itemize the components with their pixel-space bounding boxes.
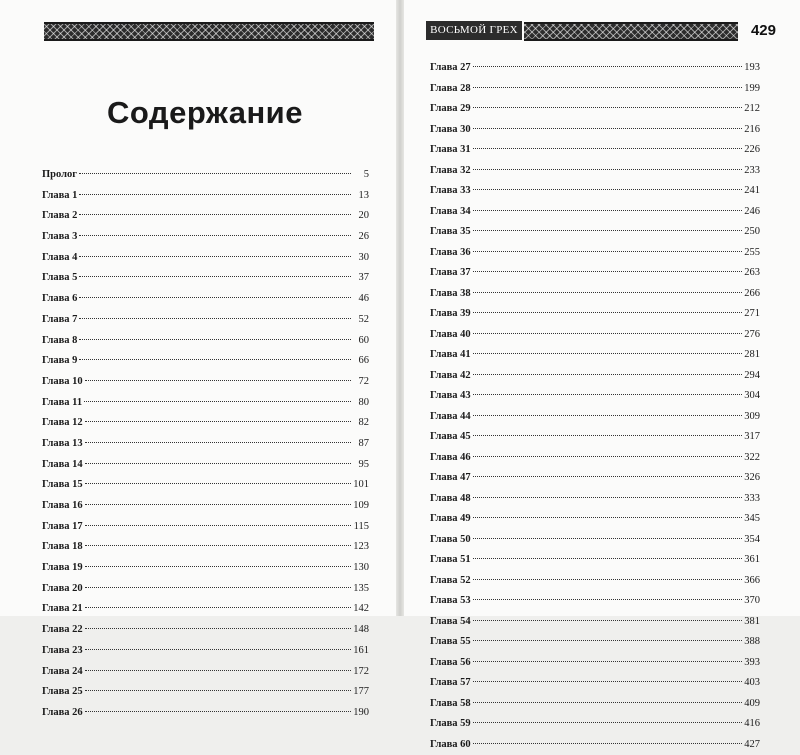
toc-entry-label: Глава 20 [42, 579, 83, 600]
dot-leader [79, 318, 351, 319]
toc-entry-label: Глава 60 [430, 735, 471, 755]
toc-entry [430, 304, 760, 325]
toc-entry-page: 37 [353, 268, 369, 289]
dot-leader [85, 587, 351, 588]
dot-leader [473, 435, 742, 436]
toc-entry [42, 641, 369, 662]
toc-entry-page: 20 [353, 206, 369, 227]
toc-entry-label: Глава 8 [42, 331, 77, 352]
toc-entry-page: 30 [353, 248, 369, 269]
dot-leader [473, 169, 742, 170]
toc-entry [42, 434, 369, 455]
toc-entry-label: Глава 48 [430, 489, 471, 510]
toc-entry-page: 393 [744, 653, 760, 674]
toc-entry [430, 612, 760, 633]
book-gutter [396, 0, 404, 616]
toc-entry-page: 246 [744, 202, 760, 223]
toc-entry-page: 276 [744, 325, 760, 346]
toc-entry-page: 135 [353, 579, 369, 600]
toc-entry [430, 181, 760, 202]
dot-leader [473, 312, 742, 313]
dot-leader [473, 66, 742, 67]
toc-entry-page: 416 [744, 714, 760, 735]
dot-leader [473, 353, 742, 354]
toc-entry-page: 115 [353, 517, 369, 538]
toc-entry [430, 489, 760, 510]
dot-leader [85, 380, 351, 381]
toc-entry-label: Глава 40 [430, 325, 471, 346]
toc-entry-page: 266 [744, 284, 760, 305]
toc-entry [430, 448, 760, 469]
dot-leader [85, 670, 351, 671]
toc-entry-label: Глава 10 [42, 372, 83, 393]
toc-entry-label: Глава 32 [430, 161, 471, 182]
toc-entry [430, 407, 760, 428]
toc-entry [42, 599, 369, 620]
toc-entry-page: 177 [353, 682, 369, 703]
toc-entry-page: 161 [353, 641, 369, 662]
toc-entry [42, 165, 369, 186]
toc-entry-label: Глава 51 [430, 550, 471, 571]
toc-entry-label: Глава 57 [430, 673, 471, 694]
toc-entry [42, 248, 369, 269]
toc-entry [42, 206, 369, 227]
toc-entry-page: 255 [744, 243, 760, 264]
toc-entry-label: Глава 22 [42, 620, 83, 641]
toc-entry [430, 222, 760, 243]
toc-entry [430, 509, 760, 530]
dot-leader [79, 359, 351, 360]
table-of-contents-right [430, 58, 760, 755]
dot-leader [85, 690, 351, 691]
toc-entry-label: Глава 49 [430, 509, 471, 530]
dot-leader [85, 711, 351, 712]
dot-leader [473, 661, 742, 662]
toc-entry-label: Глава 42 [430, 366, 471, 387]
decorative-header-band [44, 22, 374, 41]
dot-leader [85, 525, 351, 526]
dot-leader [473, 681, 742, 682]
toc-entry [430, 550, 760, 571]
toc-entry-page: 388 [744, 632, 760, 653]
dot-leader [85, 504, 351, 505]
toc-entry-page: 322 [744, 448, 760, 469]
toc-entry-label: Пролог [42, 165, 77, 186]
dot-leader [473, 722, 742, 723]
dot-leader [473, 107, 742, 108]
toc-entry [430, 673, 760, 694]
toc-entry-label: Глава 54 [430, 612, 471, 633]
toc-entry-page: 60 [353, 331, 369, 352]
toc-entry [430, 735, 760, 755]
dot-leader [473, 640, 742, 641]
dot-leader [85, 566, 351, 567]
toc-entry [430, 571, 760, 592]
toc-entry-page: 361 [744, 550, 760, 571]
toc-entry [42, 289, 369, 310]
dot-leader [79, 214, 351, 215]
toc-entry-label: Глава 9 [42, 351, 77, 372]
dot-leader [473, 415, 742, 416]
toc-entry-label: Глава 38 [430, 284, 471, 305]
toc-entry-page: 333 [744, 489, 760, 510]
toc-entry [42, 351, 369, 372]
dot-leader [79, 276, 351, 277]
toc-entry [430, 653, 760, 674]
toc-entry-label: Глава 16 [42, 496, 83, 517]
dot-leader [473, 128, 742, 129]
toc-entry-label: Глава 3 [42, 227, 77, 248]
dot-leader [473, 538, 742, 539]
toc-entry-page: 427 [744, 735, 760, 755]
dot-leader [85, 421, 351, 422]
toc-entry-page: 409 [744, 694, 760, 715]
toc-entry [430, 530, 760, 551]
toc-entry-page: 95 [353, 455, 369, 476]
toc-entry [430, 325, 760, 346]
toc-entry [42, 186, 369, 207]
dot-leader [85, 628, 351, 629]
dot-leader [473, 333, 742, 334]
toc-entry-label: Глава 12 [42, 413, 83, 434]
toc-entry-page: 212 [744, 99, 760, 120]
toc-entry [42, 537, 369, 558]
dot-leader [84, 401, 351, 402]
dot-leader [473, 374, 742, 375]
toc-entry [42, 393, 369, 414]
toc-entry [42, 579, 369, 600]
toc-entry [42, 475, 369, 496]
toc-entry-label: Глава 31 [430, 140, 471, 161]
toc-entry-page: 26 [353, 227, 369, 248]
dot-leader [79, 339, 351, 340]
toc-entry-label: Глава 1 [42, 186, 77, 207]
toc-entry-label: Глава 47 [430, 468, 471, 489]
toc-entry [430, 140, 760, 161]
toc-entry-page: 304 [744, 386, 760, 407]
dot-leader [473, 579, 742, 580]
toc-entry [430, 468, 760, 489]
toc-entry-label: Глава 59 [430, 714, 471, 735]
toc-entry-label: Глава 23 [42, 641, 83, 662]
toc-entry-label: Глава 28 [430, 79, 471, 100]
toc-entry-page: 130 [353, 558, 369, 579]
toc-entry-label: Глава 4 [42, 248, 77, 269]
dot-leader [473, 210, 742, 211]
toc-entry-page: 123 [353, 537, 369, 558]
toc-entry [430, 366, 760, 387]
dot-leader [473, 189, 742, 190]
toc-entry [42, 227, 369, 248]
dot-leader [79, 256, 351, 257]
toc-entry [42, 682, 369, 703]
toc-entry [42, 310, 369, 331]
toc-entry-page: 82 [353, 413, 369, 434]
toc-entry [430, 120, 760, 141]
toc-entry-label: Глава 43 [430, 386, 471, 407]
dot-leader [85, 442, 351, 443]
toc-entry [430, 99, 760, 120]
toc-entry-page: 233 [744, 161, 760, 182]
toc-entry-page: 317 [744, 427, 760, 448]
toc-entry [42, 372, 369, 393]
toc-entry-page: 370 [744, 591, 760, 612]
toc-entry-label: Глава 56 [430, 653, 471, 674]
toc-entry-page: 101 [353, 475, 369, 496]
toc-entry [430, 694, 760, 715]
dot-leader [85, 463, 351, 464]
toc-entry-page: 326 [744, 468, 760, 489]
toc-entry-page: 52 [353, 310, 369, 331]
dot-leader [79, 297, 351, 298]
toc-entry [42, 620, 369, 641]
running-title: ВОСЬМОЙ ГРЕХ [426, 21, 522, 40]
contents-title: Содержание [80, 95, 330, 131]
toc-entry-page: 80 [353, 393, 369, 414]
toc-entry [42, 496, 369, 517]
toc-entry [430, 427, 760, 448]
toc-entry-label: Глава 25 [42, 682, 83, 703]
toc-entry-label: Глава 29 [430, 99, 471, 120]
toc-entry-page: 148 [353, 620, 369, 641]
toc-entry-label: Глава 17 [42, 517, 83, 538]
toc-entry-label: Глава 37 [430, 263, 471, 284]
toc-entry-page: 66 [353, 351, 369, 372]
toc-entry-page: 13 [353, 186, 369, 207]
toc-entry-page: 109 [353, 496, 369, 517]
dot-leader [473, 394, 742, 395]
toc-entry-page: 381 [744, 612, 760, 633]
dot-leader [473, 517, 742, 518]
toc-entry-label: Глава 13 [42, 434, 83, 455]
toc-entry [42, 268, 369, 289]
toc-entry-label: Глава 7 [42, 310, 77, 331]
toc-entry-page: 5 [353, 165, 369, 186]
dot-leader [79, 194, 351, 195]
toc-entry [430, 263, 760, 284]
toc-entry [430, 714, 760, 735]
toc-entry-page: 366 [744, 571, 760, 592]
toc-entry-label: Глава 14 [42, 455, 83, 476]
toc-entry [430, 386, 760, 407]
toc-entry-label: Глава 6 [42, 289, 77, 310]
dot-leader [473, 743, 742, 744]
toc-entry-label: Глава 35 [430, 222, 471, 243]
toc-entry [430, 243, 760, 264]
toc-entry-page: 72 [353, 372, 369, 393]
dot-leader [79, 235, 351, 236]
decorative-header-band [524, 22, 738, 41]
toc-entry [42, 662, 369, 683]
dot-leader [473, 230, 742, 231]
dot-leader [473, 87, 742, 88]
toc-entry-label: Глава 53 [430, 591, 471, 612]
dot-leader [473, 620, 742, 621]
toc-entry [42, 455, 369, 476]
toc-entry [42, 331, 369, 352]
toc-entry-page: 250 [744, 222, 760, 243]
toc-entry-label: Глава 26 [42, 703, 83, 724]
toc-entry-page: 281 [744, 345, 760, 366]
toc-entry-page: 226 [744, 140, 760, 161]
dot-leader [79, 173, 351, 174]
dot-leader [85, 483, 351, 484]
toc-entry [42, 517, 369, 538]
toc-entry-label: Глава 27 [430, 58, 471, 79]
toc-entry [430, 161, 760, 182]
toc-entry-label: Глава 11 [42, 393, 82, 414]
dot-leader [473, 271, 742, 272]
dot-leader [85, 607, 351, 608]
page-number: 429 [740, 20, 776, 41]
toc-entry-label: Глава 58 [430, 694, 471, 715]
toc-entry-label: Глава 33 [430, 181, 471, 202]
toc-entry [430, 202, 760, 223]
toc-entry-label: Глава 34 [430, 202, 471, 223]
toc-entry-page: 271 [744, 304, 760, 325]
toc-entry [430, 79, 760, 100]
dot-leader [473, 251, 742, 252]
toc-entry-page: 216 [744, 120, 760, 141]
toc-entry-label: Глава 18 [42, 537, 83, 558]
toc-entry [42, 558, 369, 579]
toc-entry-label: Глава 30 [430, 120, 471, 141]
toc-entry [42, 703, 369, 724]
toc-entry-page: 87 [353, 434, 369, 455]
toc-entry [430, 345, 760, 366]
toc-entry [430, 632, 760, 653]
toc-entry-page: 199 [744, 79, 760, 100]
toc-entry-label: Глава 2 [42, 206, 77, 227]
toc-entry-page: 241 [744, 181, 760, 202]
toc-entry-label: Глава 52 [430, 571, 471, 592]
table-of-contents-left [42, 165, 369, 724]
toc-entry-page: 294 [744, 366, 760, 387]
toc-entry-page: 142 [353, 599, 369, 620]
toc-entry-label: Глава 5 [42, 268, 77, 289]
toc-entry-label: Глава 24 [42, 662, 83, 683]
dot-leader [473, 599, 742, 600]
dot-leader [473, 476, 742, 477]
toc-entry-page: 172 [353, 662, 369, 683]
toc-entry-label: Глава 36 [430, 243, 471, 264]
dot-leader [473, 497, 742, 498]
toc-entry-label: Глава 41 [430, 345, 471, 366]
dot-leader [85, 545, 351, 546]
right-page [404, 0, 800, 616]
toc-entry-label: Глава 55 [430, 632, 471, 653]
toc-entry-label: Глава 19 [42, 558, 83, 579]
toc-entry-label: Глава 21 [42, 599, 83, 620]
toc-entry [430, 591, 760, 612]
toc-entry-label: Глава 44 [430, 407, 471, 428]
left-page [0, 0, 396, 616]
toc-entry-label: Глава 15 [42, 475, 83, 496]
toc-entry-page: 190 [353, 703, 369, 724]
toc-entry-page: 354 [744, 530, 760, 551]
dot-leader [473, 558, 742, 559]
dot-leader [473, 456, 742, 457]
toc-entry-label: Глава 39 [430, 304, 471, 325]
toc-entry-label: Глава 46 [430, 448, 471, 469]
toc-entry [430, 58, 760, 79]
dot-leader [473, 292, 742, 293]
dot-leader [85, 649, 351, 650]
toc-entry-page: 263 [744, 263, 760, 284]
dot-leader [473, 702, 742, 703]
toc-entry-page: 345 [744, 509, 760, 530]
toc-entry-page: 309 [744, 407, 760, 428]
toc-entry-label: Глава 50 [430, 530, 471, 551]
dot-leader [473, 148, 742, 149]
toc-entry-label: Глава 45 [430, 427, 471, 448]
toc-entry-page: 193 [744, 58, 760, 79]
toc-entry-page: 46 [353, 289, 369, 310]
toc-entry [430, 284, 760, 305]
toc-entry [42, 413, 369, 434]
toc-entry-page: 403 [744, 673, 760, 694]
